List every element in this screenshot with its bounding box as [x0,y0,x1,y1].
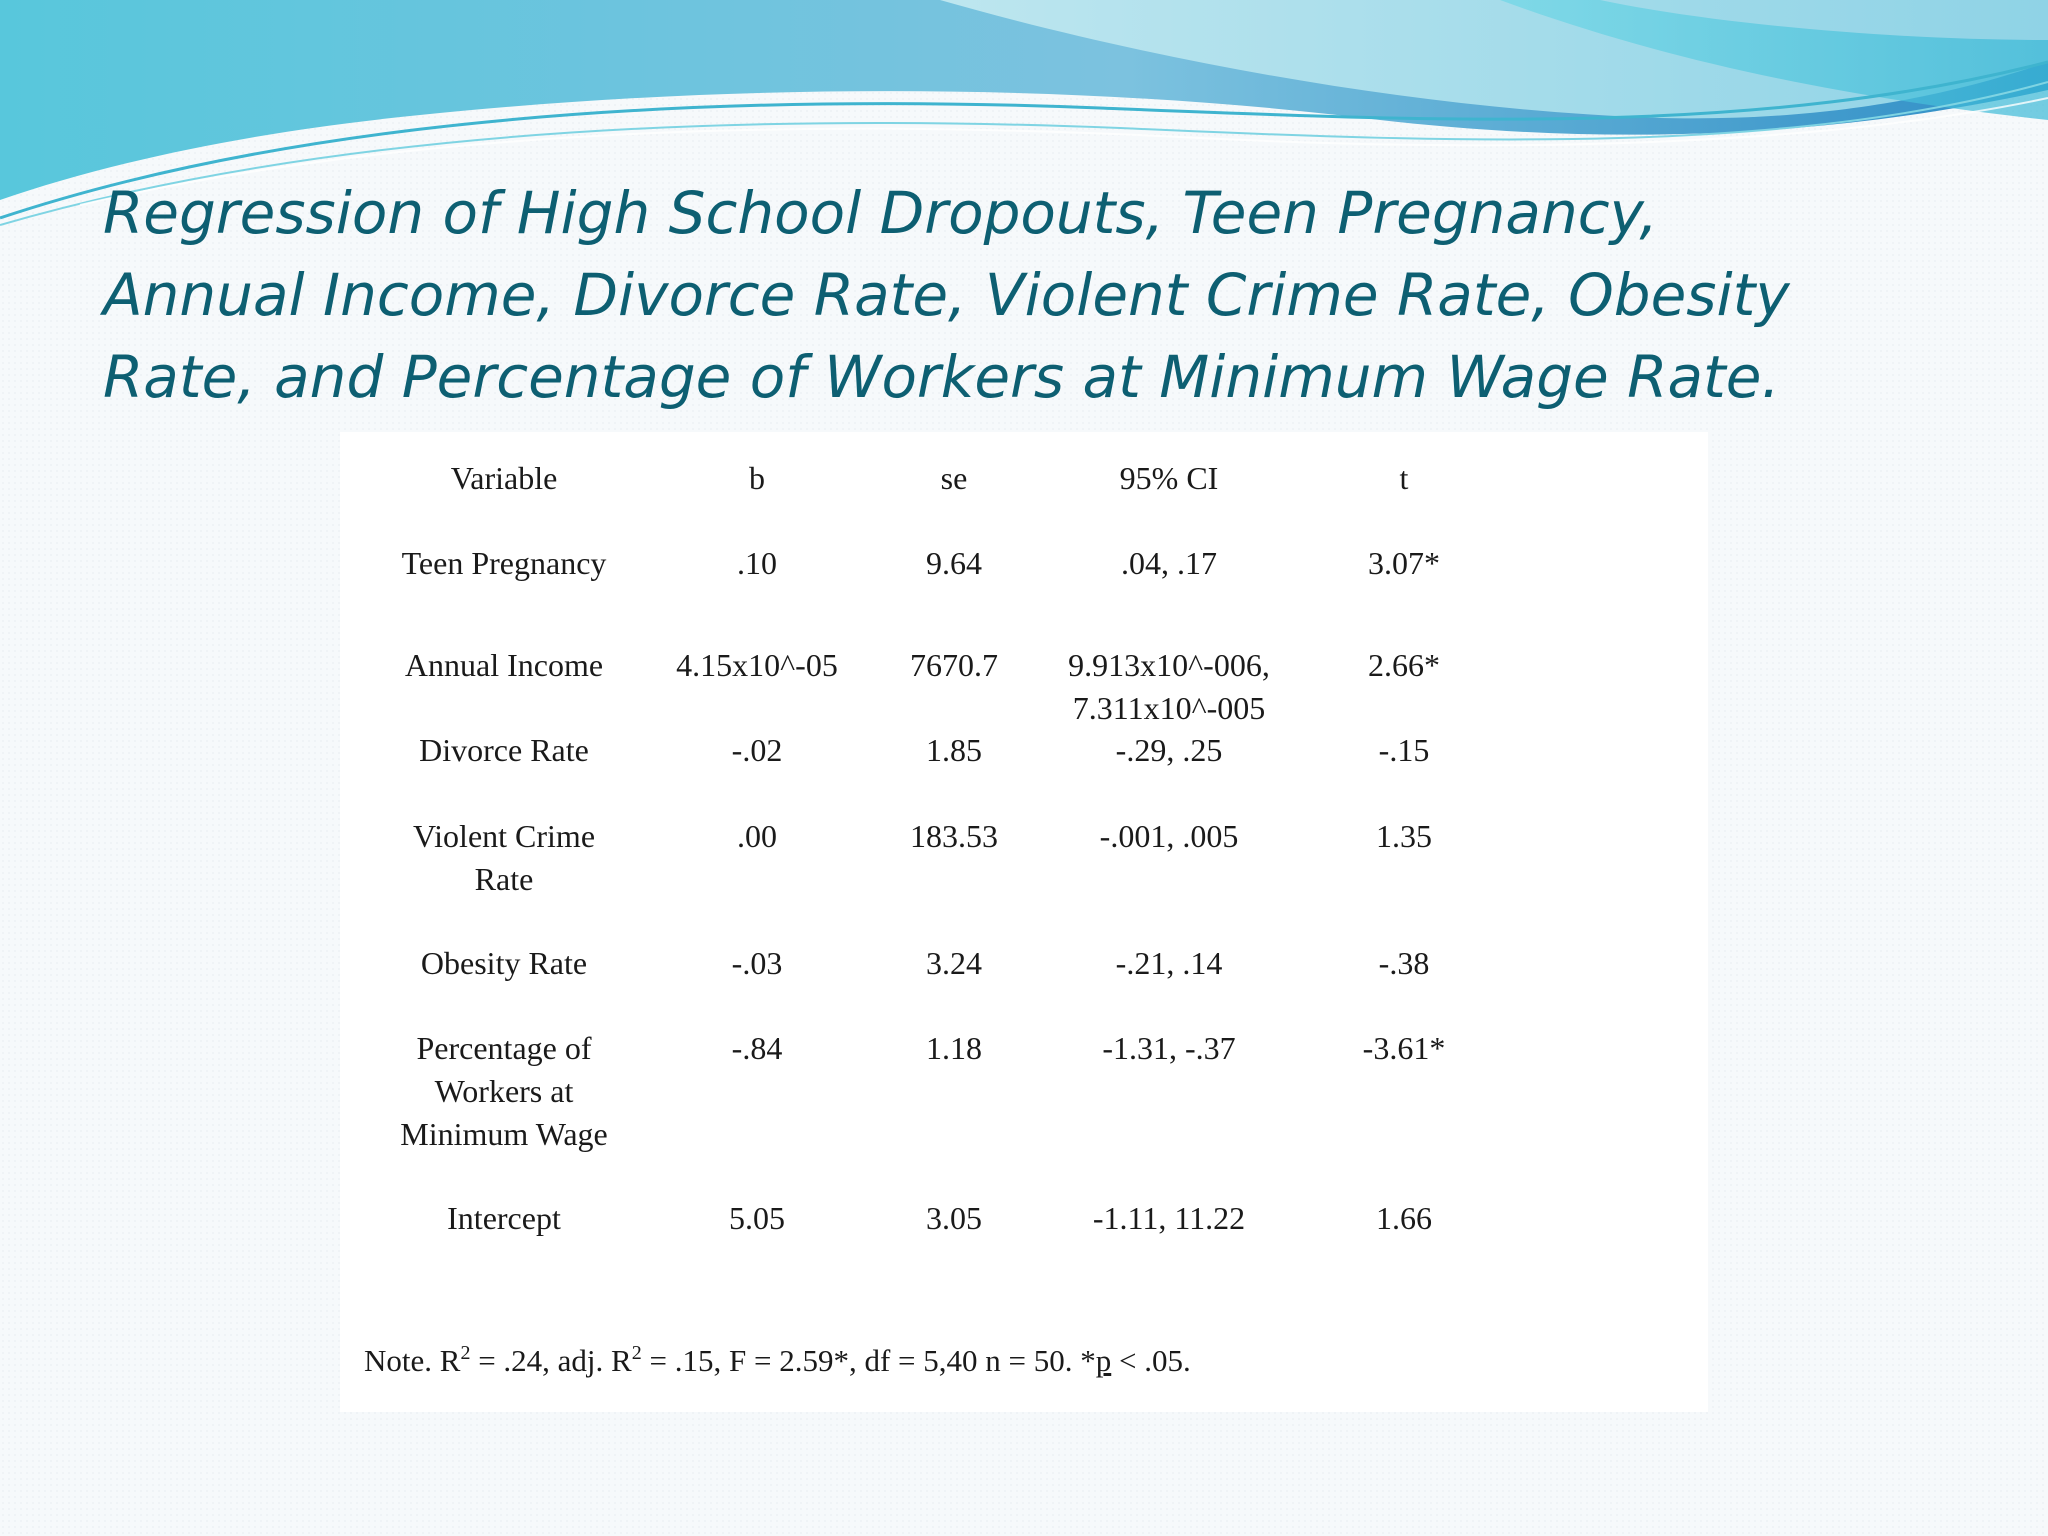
cell-se: 3.05 [926,1200,982,1236]
cell-ci: -1.31, -.37 [1102,1030,1236,1066]
header-ci: 95% CI [1119,460,1219,496]
slide-title: Regression of High School Dropouts, Teen Pregnancy, Annual Income, Divorce Rate, Violent Crime Rate, Obesity Rate, and Percentage of Workers at Minimum Wage Rate. [103,179,1790,411]
cell-variable: Teen Pregnancy [401,545,607,581]
cell-b: 5.05 [729,1200,785,1236]
cell-t: 1.35 [1376,818,1432,854]
cell-variable: Annual Income [404,647,604,683]
cell-variable: Intercept [447,1200,561,1236]
cell-variable: Obesity Rate [420,945,588,981]
table-note: Note. $R^2 = .24$, adj. $R^2 = .15$, F = 2.59*, df = 5,40 n = 50. *p < .05. [364,1342,1191,1378]
cell-se: 183.53 [910,818,998,854]
cell-ci: 9.913x10^-006, 7.311x10^-005 [1068,647,1270,726]
cell-b: -.03 [731,945,783,981]
cell-t: -.38 [1378,945,1430,981]
cell-b: -.84 [731,1030,783,1066]
cell-se: 7670.7 [910,647,998,683]
cell-ci: -.29, .25 [1115,732,1223,768]
cell-ci: .04, .17 [1121,545,1217,581]
cell-ci: -1.11, 11.22 [1092,1200,1246,1236]
cell-b: .00 [737,818,777,854]
cell-t: 3.07* [1368,545,1440,581]
cell-ci: -.001, .005 [1099,818,1239,854]
cell-se: 1.85 [926,732,982,768]
cell-b: .10 [737,545,777,581]
cell-t: 1.66 [1376,1200,1432,1236]
cell-variable: Violent Crime Rate [412,818,596,897]
cell-ci: -.21, .14 [1115,945,1223,981]
header-b: b [749,460,765,496]
cell-b: -.02 [731,732,783,768]
cell-b: 4.15x10^-05 [676,647,838,683]
header-se: se [940,460,968,496]
cell-t: -.15 [1378,732,1430,768]
cell-se: 1.18 [926,1030,982,1066]
regression-table [340,432,1708,1412]
header-variable: Variable [450,460,558,496]
cell-t: -3.61* [1362,1030,1446,1066]
cell-t: 2.66* [1368,647,1440,683]
cell-variable: Divorce Rate [419,732,589,768]
cell-se: 9.64 [926,545,982,581]
header-t: t [1399,460,1409,496]
cell-se: 3.24 [926,945,982,981]
cell-variable: Percentage of Workers at Minimum Wage [400,1030,608,1152]
